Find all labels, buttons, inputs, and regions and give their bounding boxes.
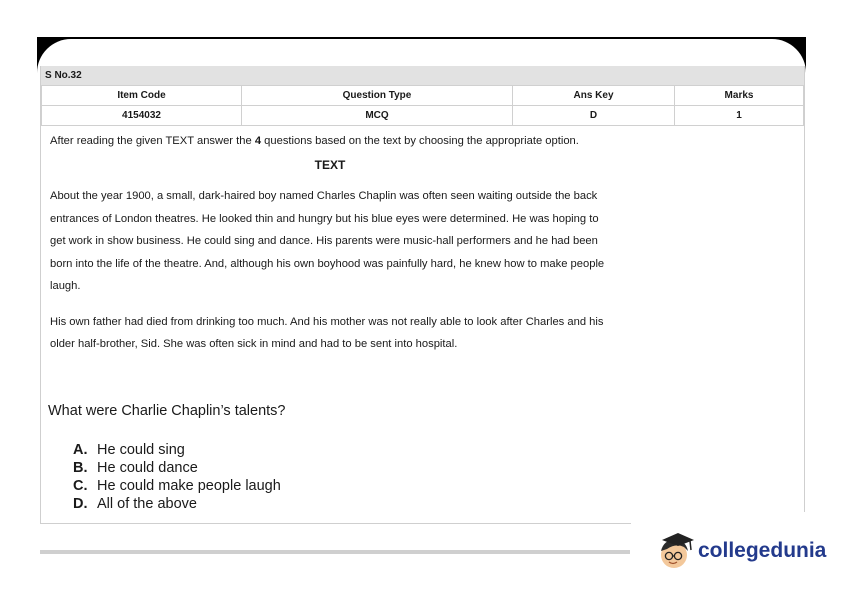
text-heading: TEXT: [314, 158, 346, 172]
options-list: [73, 441, 281, 513]
passage-area: [50, 134, 610, 356]
question-text: What were Charlie Chaplin’s talents?: [48, 403, 286, 419]
serial-number: S No.32: [41, 66, 804, 85]
question-sheet: [40, 66, 805, 524]
passage-paragraph: About the year 1900, a small, dark-haired boy named Charles Chaplin was often seen waiting outside the back entrances of London theatres. He looked thin and hungry but his blue eyes were determined. He was hoping to get work in show business. He could sing and dance. His parents were music-hall performers and he had been born into the life of the theatre. And, although his own boyhood was painfully hard, he knew how to make people laugh.: [50, 190, 605, 292]
passage-paragraph: His own father had died from drinking too much. And his mother was not really able to look after Charles and his older half-brother, Sid. She was often sick in mind and had to be sent into hospital.: [50, 315, 604, 350]
option-d[interactable]: D. All of the above: [73, 496, 197, 512]
meta-value-row: [42, 106, 804, 126]
graduate-mascot-icon: [656, 531, 696, 571]
ans-key-value: D: [513, 106, 675, 126]
col-question-type: Question Type: [242, 86, 513, 106]
option-c[interactable]: C. He could make people laugh: [73, 478, 281, 494]
brand-name: collegedunia: [698, 539, 827, 562]
item-code-value: 4154032: [42, 106, 242, 126]
col-marks: Marks: [675, 86, 804, 106]
meta-header-row: [42, 86, 804, 106]
marks-value: 1: [675, 106, 804, 126]
brand-logo[interactable]: [656, 531, 826, 571]
col-item-code: Item Code: [42, 86, 242, 106]
option-b[interactable]: B. He could dance: [73, 460, 198, 476]
bottom-divider: [40, 550, 630, 554]
instruction: After reading the given TEXT answer the 4 questions based on the text by choosing the appropriate option.: [50, 135, 579, 147]
question-count: 4: [254, 135, 262, 147]
option-a[interactable]: A. He could sing: [73, 442, 185, 458]
col-ans-key: Ans Key: [513, 86, 675, 106]
meta-table: [41, 85, 804, 126]
question-type-value: MCQ: [242, 106, 513, 126]
